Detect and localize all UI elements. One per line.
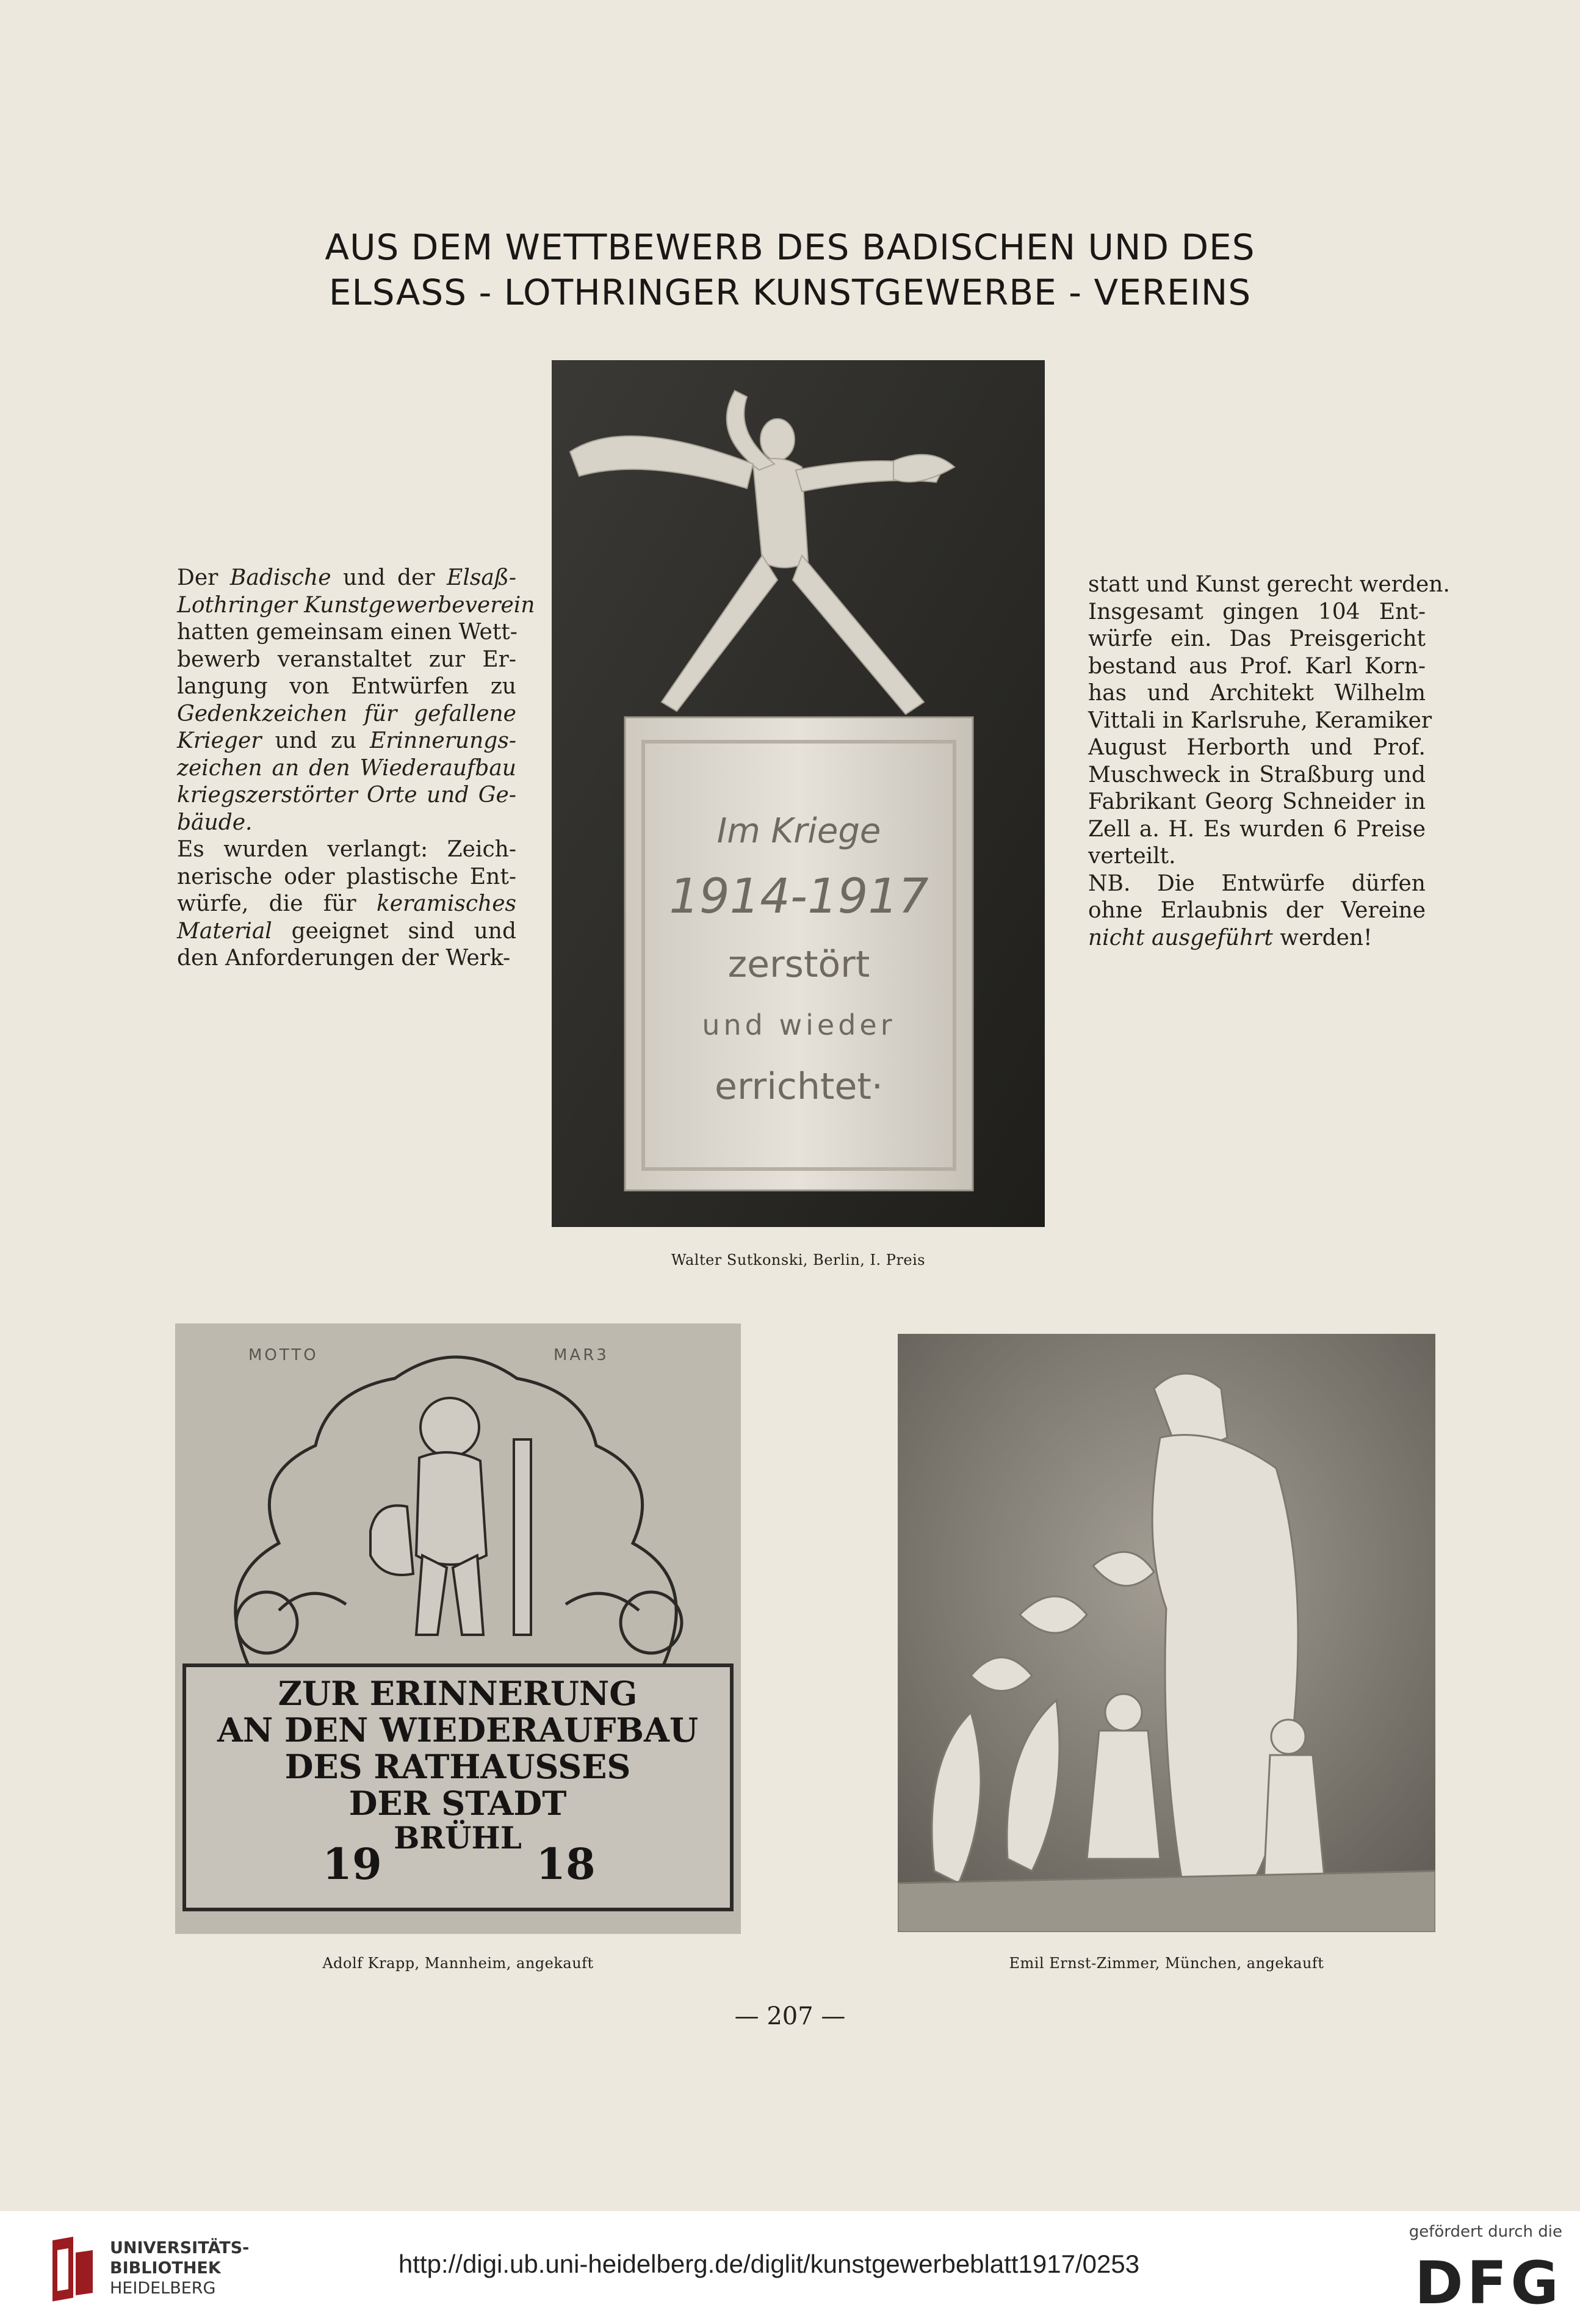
text-line	[177, 918, 516, 946]
motto-word: MAR3	[554, 1346, 609, 1364]
motto-label: MOTTO	[248, 1346, 319, 1364]
text-line	[1088, 925, 1426, 952]
text-run: nerische oder plastische Ent-	[177, 864, 516, 889]
page-title	[183, 225, 1397, 315]
text-line	[177, 592, 535, 620]
text-run: werden!	[1272, 925, 1373, 950]
left-text-column	[177, 565, 535, 972]
text-line	[177, 673, 516, 701]
text-run: hatten gemeinsam einen Wett-	[177, 620, 518, 645]
text-line	[1088, 871, 1426, 898]
memorial-sculpture-image	[552, 360, 1045, 1227]
text-line	[1088, 653, 1426, 681]
text-run: Muschweck in Straßburg und	[1088, 762, 1426, 787]
plaque-drawing-image	[175, 1323, 741, 1934]
photo-plaque-drawing	[175, 1323, 741, 1934]
italic-run: Krieger	[177, 728, 262, 753]
italic-run: Badische	[229, 565, 331, 590]
caption-left: Adolf Krapp, Mannheim, angekauft	[322, 1955, 594, 1972]
text-run: und der	[331, 565, 447, 590]
inscription-line-2: 1914-1917	[669, 869, 929, 924]
text-line	[1088, 626, 1426, 653]
text-line	[1088, 734, 1426, 762]
inscription-line-3: zerstört	[727, 943, 870, 986]
text-line	[1088, 680, 1426, 708]
plaque-line-4: DER STADT	[348, 1784, 567, 1823]
text-run: Zell a. H. Es wurden 6 Preise	[1088, 816, 1426, 842]
italic-run: Gedenkzeichen für gefallene	[177, 701, 516, 726]
text-line	[1088, 789, 1426, 816]
text-run: und zu	[261, 728, 370, 753]
text-run: würfe, die für	[177, 891, 377, 916]
inscription-line-5: errichtet·	[715, 1065, 883, 1108]
text-run: Der	[177, 565, 230, 590]
plaque-line-5: BRÜHL	[394, 1820, 522, 1856]
inscription-line-1: Im Kriege	[716, 811, 881, 851]
text-line	[177, 836, 516, 864]
italic-run: bäude.	[177, 809, 253, 835]
institution-line-2: BIBLIOTHEK	[110, 2259, 221, 2278]
plaque-line-3: DES RATHAUSSES	[284, 1747, 631, 1786]
text-line	[177, 755, 516, 783]
text-run: geeignet sind und	[272, 918, 516, 944]
text-line	[1088, 843, 1426, 871]
text-line	[177, 619, 516, 646]
text-run: würfe ein. Das Preisgericht	[1088, 626, 1426, 651]
italic-run: zeichen an den Wiederaufbau	[177, 755, 516, 781]
text-run: verteilt.	[1088, 844, 1176, 869]
text-line	[177, 646, 516, 674]
photo-memorial-sculpture	[552, 360, 1045, 1227]
text-line	[177, 565, 516, 592]
inscription-line-4: und wieder	[702, 1008, 896, 1041]
university-library-logo-icon	[49, 2234, 96, 2303]
plaque-year-right: 18	[536, 1839, 596, 1889]
text-line	[177, 809, 516, 837]
text-run: Insgesamt gingen 104 Ent-	[1088, 599, 1426, 624]
text-line	[1088, 816, 1426, 844]
text-run: statt und Kunst gerecht werden.	[1088, 572, 1450, 597]
text-line	[177, 728, 516, 755]
text-line	[1088, 708, 1432, 735]
italic-run: Material	[177, 918, 272, 944]
institution-line-3: HEIDELBERG	[110, 2279, 216, 2298]
text-line	[177, 782, 516, 809]
text-line	[177, 701, 516, 728]
text-line	[177, 864, 516, 891]
text-run: ohne Erlaubnis der Vereine	[1088, 898, 1426, 923]
page-number: — 207 —	[734, 2002, 846, 2030]
text-line	[1088, 762, 1426, 789]
text-run: bestand aus Prof. Karl Korn-	[1088, 653, 1426, 679]
text-run: den Anforderungen der Werk-	[177, 946, 511, 971]
italic-run: Erinnerungs-	[370, 728, 516, 753]
text-line	[177, 891, 516, 918]
funding-note: gefördert durch die	[1409, 2223, 1562, 2241]
text-run: August Herborth und Prof.	[1088, 735, 1426, 760]
source-url-link[interactable]: http://digi.ub.uni-heidelberg.de/diglit/kunstgewerbeblatt1917/0253	[398, 2250, 1140, 2278]
text-line	[1088, 599, 1426, 626]
title-line-1: AUS DEM WETTBEWERB DES BADISCHEN UND DES	[325, 226, 1255, 268]
photo-relief	[898, 1334, 1435, 1932]
text-run: bewerb veranstaltet zur Er-	[177, 646, 516, 672]
text-run: Es wurden verlangt: Zeich-	[177, 837, 516, 862]
text-run: NB. Die Entwürfe dürfen	[1088, 871, 1426, 896]
italic-run: nicht ausgeführt	[1088, 925, 1273, 950]
italic-run: Lothringer Kunstgewerbeverein	[177, 592, 535, 618]
relief-image	[898, 1334, 1435, 1932]
right-text-column	[1088, 571, 1450, 952]
institution-line-1: UNIVERSITÄTS-	[110, 2239, 250, 2257]
dfg-logo: DFG	[1414, 2249, 1562, 2317]
plaque-year-left: 19	[322, 1839, 382, 1889]
italic-run: keramisches	[376, 891, 516, 916]
plaque-line-1: ZUR ERINNERUNG	[278, 1674, 638, 1713]
italic-run: kriegszerstörter Orte und Ge-	[177, 783, 516, 808]
text-line	[1088, 897, 1426, 925]
text-line	[1088, 571, 1450, 599]
italic-run: Elsaß-	[447, 565, 516, 590]
caption-top: Walter Sutkonski, Berlin, I. Preis	[671, 1251, 926, 1269]
text-run: langung von Entwürfen zu	[177, 674, 516, 699]
plaque-line-2: AN DEN WIEDERAUFBAU	[217, 1710, 699, 1750]
caption-right: Emil Ernst-Zimmer, München, angekauft	[1009, 1955, 1324, 1972]
text-line	[177, 945, 516, 972]
text-run: Fabrikant Georg Schneider in	[1088, 789, 1426, 814]
text-run: Vittali in Karlsruhe, Keramiker	[1088, 708, 1432, 733]
title-line-2: ELSASS - LOTHRINGER KUNSTGEWERBE - VEREINS	[328, 272, 1252, 313]
text-run: has und Architekt Wilhelm	[1088, 681, 1426, 706]
institution-name	[110, 2238, 249, 2298]
